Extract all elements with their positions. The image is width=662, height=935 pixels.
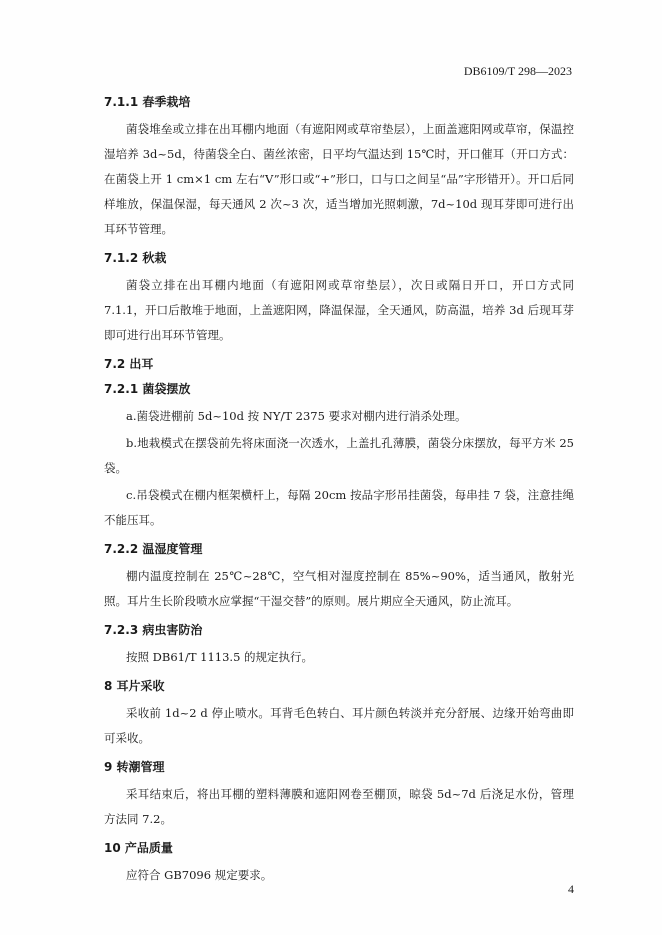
paragraph-7-2-1-b: b.地栽模式在摆袋前先将床面浇一次透水，上盖扎孔薄膜，菌袋分床摆放，每平方米 25 袋。 <box>104 436 574 475</box>
paragraph-7-2-1-a: a.菌袋进棚前 5d~10d 按 NY/T 2375 要求对棚内进行消杀处理。 <box>126 409 467 423</box>
paragraph-10: 应符合 GB7096 规定要求。 <box>126 868 273 882</box>
heading-8: 8 耳片采收 <box>104 679 165 693</box>
paragraph-7-2-1-c: c.吊袋模式在棚内框架横杆上，每隔 20cm 按品字形吊挂菌袋，每串挂 7 袋，注意挂绳不能压耳。 <box>104 488 574 527</box>
paragraph-7-2-2: 棚内温度控制在 25℃~28℃，空气相对湿度控制在 85%~90%，适当通风，散射光照。耳片生长阶段喷水应掌握“干湿交替”的原则。展片期应全天通风，防止流耳。 <box>104 569 574 608</box>
heading-7-1-2: 7.1.2 秋栽 <box>104 251 167 265</box>
heading-10: 10 产品质量 <box>104 841 173 855</box>
heading-7-1-1: 7.1.1 春季栽培 <box>104 95 191 109</box>
heading-7-2: 7.2 出耳 <box>104 357 154 371</box>
paragraph-9: 采耳结束后，将出耳棚的塑料薄膜和遮阳网卷至棚顶，晾袋 5d~7d 后浇足水份，管理方法同 7.2。 <box>104 787 574 826</box>
heading-7-2-1: 7.2.1 菌袋摆放 <box>104 382 191 396</box>
paragraph-8: 采收前 1d~2 d 停止喷水。耳背毛色转白、耳片颜色转淡并充分舒展、边缘开始弯曲即可采收。 <box>104 706 574 745</box>
document-body <box>104 93 574 888</box>
heading-7-2-2: 7.2.2 温湿度管理 <box>104 542 203 556</box>
paragraph-7-2-3: 按照 DB61/T 1113.5 的规定执行。 <box>126 650 314 664</box>
heading-7-2-3: 7.2.3 病虫害防治 <box>104 623 203 637</box>
paragraph-7-1-2: 菌袋立排在出耳棚内地面（有遮阳网或草帘垫层），次日或隔日开口，开口方式同 7.1.1，开口后散堆于地面，上盖遮阳网，降温保湿，全天通风，防高温，培养 3d 后现耳芽即可进行出耳环节管理。 <box>104 278 574 342</box>
document-code: DB6109/T 298—2023 <box>463 64 572 78</box>
paragraph-7-1-1: 菌袋堆垒或立排在出耳棚内地面（有遮阳网或草帘垫层），上面盖遮阳网或草帘，保温控湿培养 3d~5d，待菌袋全白、菌丝浓密，日平均气温达到 15℃时，开口催耳（开口方式：在菌袋上开 1 cm×1 cm 左右“V”形口或“+”形口，口与口之间呈“品”字形错开）。开口后同样堆放，保温保湿，每天通风 2 次~3 次，适当增加光照刺激，7d~10d 现耳芽即可进行出耳环节管理。 <box>104 122 574 236</box>
heading-9: 9 转潮管理 <box>104 760 165 774</box>
page-number: 4 <box>568 882 574 896</box>
